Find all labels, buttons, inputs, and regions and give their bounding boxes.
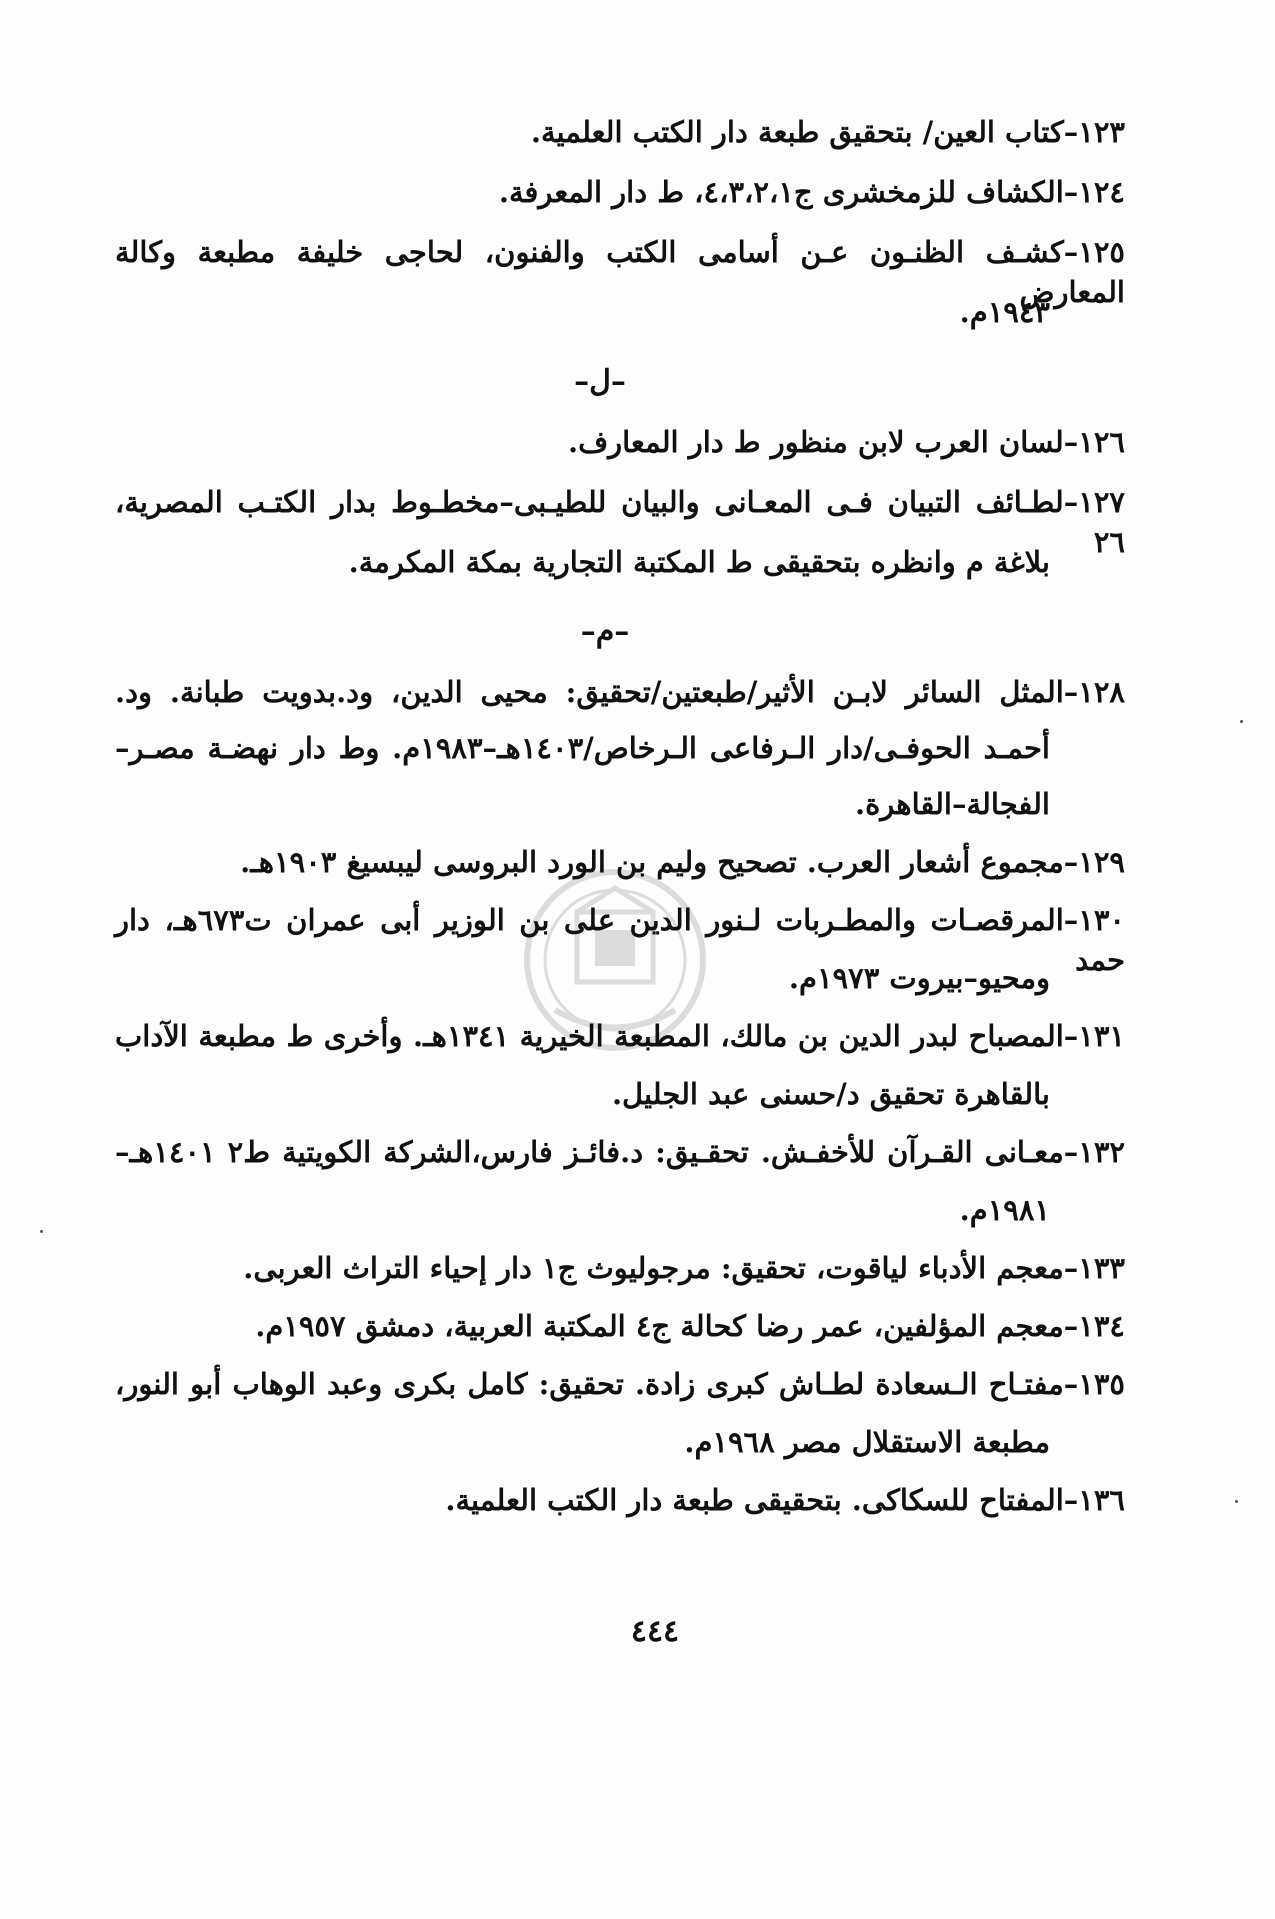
entry-125-line-2: ١٩٤٣م. bbox=[959, 295, 1050, 329]
scan-speck bbox=[1240, 720, 1243, 723]
entry-131-line-1: ١٣١–المصباح لبدر الدين بن مالك، المطبعة الخيرية ١٣٤١هـ. وأخرى ط مطبعة الآداب bbox=[115, 1019, 1125, 1053]
entry-136: ١٣٦–المفتاح للسكاكى. بتحقيقى طبعة دار الكتب العلمية. bbox=[445, 1483, 1125, 1517]
entry-130-line-1: ١٣٠–المرقصـات والمطـربات لـنور الدين على بن الوزير أبى عمران ت٦٧٣هـ، دار حمد bbox=[115, 903, 1125, 977]
entry-132-line-1: ١٣٢–معـانى القـرآن للأخفـش. تحقـيق: د.فائـز فارس،الشركة الكويتية ط٢ ١٤٠١هـ– bbox=[115, 1135, 1125, 1169]
scan-speck bbox=[40, 1230, 43, 1233]
entry-135-line-2: مطبعة الاستقلال مصر ١٩٦٨م. bbox=[684, 1425, 1050, 1459]
entry-124: ١٢٤–الكشاف للزمخشرى ج٤،٣،٢،١، ط دار المعرفة. bbox=[498, 175, 1125, 209]
entry-128-line-3: الفجالة–القاهرة. bbox=[855, 787, 1050, 821]
entry-129: ١٢٩–مجموع أشعار العرب. تصحيح وليم بن الورد البروسى ليبسيغ ١٩٠٣هـ. bbox=[240, 845, 1125, 879]
section-heading-lam: –ل– bbox=[574, 364, 626, 399]
scan-speck bbox=[1235, 1500, 1238, 1503]
entry-135-line-1: ١٣٥–مفتـاح الـسعادة لطـاش كبرى زادة. تحقيق: كامل بكرى وعبد الوهاب أبو النور، bbox=[115, 1367, 1125, 1401]
entry-134: ١٣٤–معجم المؤلفين، عمر رضا كحالة ج٤ المكتبة العربية، دمشق ١٩٥٧م. bbox=[255, 1309, 1125, 1343]
section-heading-mim: –م– bbox=[580, 614, 630, 649]
entry-132-line-2: ١٩٨١م. bbox=[959, 1193, 1050, 1227]
entry-131-line-2: بالقاهرة تحقيق د/حسنى عبد الجليل. bbox=[611, 1077, 1050, 1111]
entry-128-line-2: أحمـد الحوفـى/دار الـرفاعى الـرخاص/١٤٠٣هـ–١٩٨٣م. وط دار نهضـة مصـر– bbox=[115, 731, 1050, 765]
entry-127-line-1: ١٢٧–لطـائف التبيان فـى المعـانى والبيان للطيـبى–مخطـوط بدار الكتـب المصرية، ٢٦ bbox=[115, 485, 1125, 559]
entry-123: ١٢٣–كتاب العين/ بتحقيق طبعة دار الكتب العلمية. bbox=[530, 115, 1125, 149]
entry-125-line-1: ١٢٥–كشـف الظنـون عـن أسامى الكتب والفنون، لحاجى خليفة مطبعة وكالة المعارض bbox=[115, 235, 1125, 309]
entry-130-line-2: ومحيو–بيروت ١٩٧٣م. bbox=[788, 961, 1050, 995]
page-number: ٤٤٤ bbox=[630, 1614, 680, 1649]
entry-127-line-2: بلاغة م وانظره بتحقيقى ط المكتبة التجارية بمكة المكرمة. bbox=[348, 545, 1050, 579]
entry-133: ١٣٣–معجم الأدباء لياقوت، تحقيق: مرجوليوث ج١ دار إحياء التراث العربى. bbox=[243, 1251, 1125, 1285]
entry-126: ١٢٦–لسان العرب لابن منظور ط دار المعارف. bbox=[567, 425, 1125, 459]
entry-128-line-1: ١٢٨–المثل السائر لابـن الأثير/طبعتين/تحقيق: محيى الدين، ود.بدويت طبانة. ود. bbox=[115, 675, 1125, 709]
